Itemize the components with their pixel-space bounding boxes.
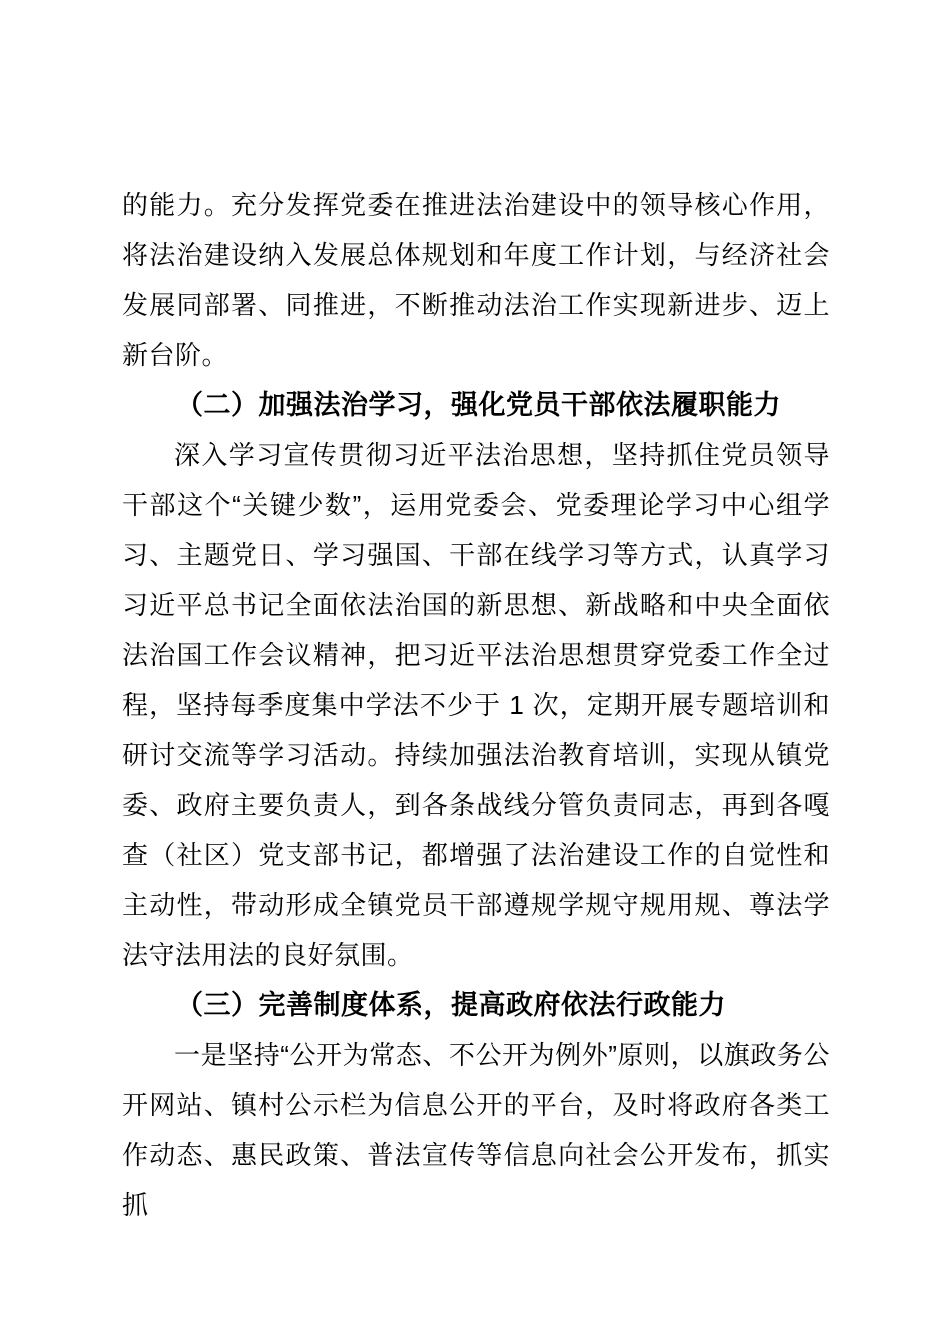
body-paragraph: 的能力。充分发挥党委在推进法治建设中的领导核心作用，将法治建设纳入发展总体规划和年度工作计划，与经济社会发展同部署、同推进，不断推动法治工作实现新进步、迈上新台阶。 <box>122 190 830 370</box>
body-paragraph: 一是坚持“公开为常态、不公开为例外”原则，以旗政务公开网站、镇村公示栏为信息公开的平台，及时将政府各类工作动态、惠民政策、普法宣传等信息向社会公开发布，抓实抓 <box>122 1040 830 1220</box>
section-heading: （三）完善制度体系，提高政府依法行政能力 <box>176 990 726 1020</box>
document-body <box>122 180 830 1230</box>
body-paragraph: 深入学习宣传贯彻习近平法治思想，坚持抓住党员领导干部这个“关键少数”，运用党委会、党委理论学习中心组学习、主题党日、学习强国、干部在线学习等方式，认真学习习近平总书记全面依法治国的新思想、新战略和中央全面依法治国工作会议精神，把习近平法治思想贯穿党委工作全过程，坚持每季度集中学法不少于 1 次，定期开展专题培训和研讨交流等学习活动。持续加强法治教育培训，实现从镇党委、政府主要负责人，到各条战线分管负责同志，再到各嘎查（社区）党支部书记，都增强了法治建设工作的自觉性和主动性，带动形成全镇党员干部遵规学规守规用规、尊法学法守法用法的良好氛围。 <box>122 440 830 970</box>
section-heading: （二）加强法治学习，强化党员干部依法履职能力 <box>176 390 781 420</box>
